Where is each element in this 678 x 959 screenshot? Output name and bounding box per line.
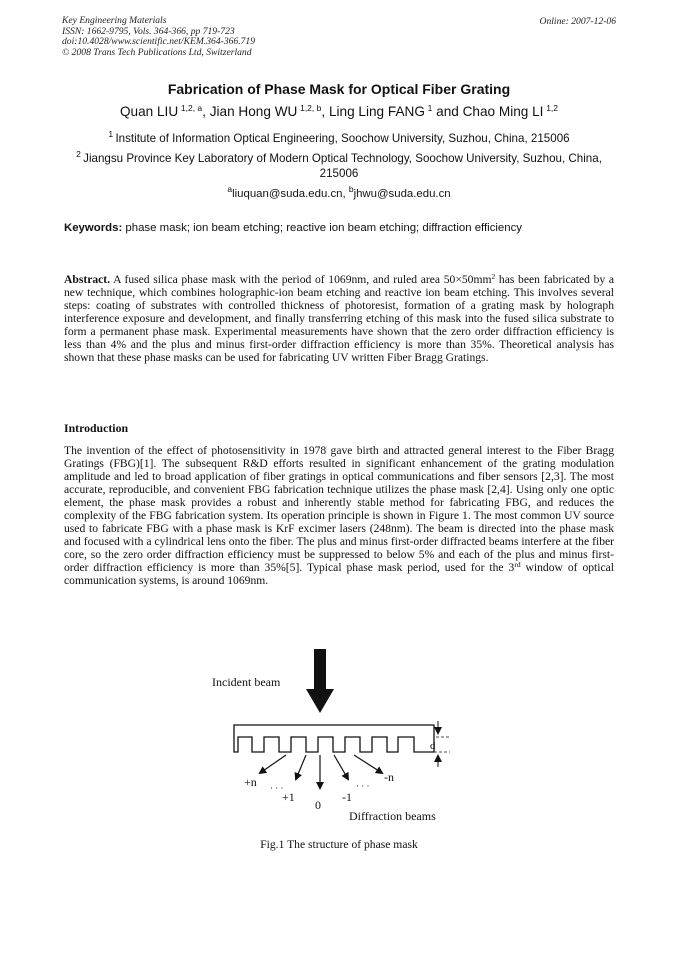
journal-name: Key Engineering Materials [62, 15, 167, 26]
author-sup: 1 [427, 103, 433, 113]
introduction-heading: Introduction [64, 421, 129, 435]
beam-plus-1 [296, 755, 306, 779]
incident-beam-label: Incident beam [212, 675, 281, 689]
email-link[interactable]: liuquan@suda.edu.cn [232, 188, 343, 200]
introduction-paragraph: The invention of the effect of photosensitivity in 1978 gave birth and attracted general interest to the Fiber Bragg Gratings (FBG)[1]. The subsequent R&D efforts resulted in significant enhancement of the grating modulation amplitude and led to broad application of fiber gratings in optical communications and fiber sensors [2,3]. The most accurate, reproducible, and convenient FBG fabrication technique utilizes the phase mask [2,4]. Using only one optic element, the phase mask provides a robust and inherently stable method for fabricating FBG, and reduces the complexity of the FBG fabrication system. Its operation principle is shown in Figure 1. The most common UV source used to fabricate FBG with a phase mask is KrF excimer lasers (248nm). The beam is directed into the phase mask and focused with a cylindrical lens onto the fiber. The plus and minus first-order diffracted beams interfere at the fiber core, so the zero order diffraction efficiency must be suppressed to below 5% and each of the plus and minus first-order diffraction efficiency is more than 35%[5]. Typical phase mask period, used for the 3rd window of optical communication systems, is around 1069nm. [64, 444, 614, 587]
paper-title: Fabrication of Phase Mask for Optical Fiber Grating [167, 81, 511, 97]
author-name: Ling Ling FANG [328, 104, 425, 119]
author-name: Chao Ming LI [462, 104, 544, 119]
phase-mask-figure [200, 645, 490, 830]
beam-minus-n [354, 755, 382, 773]
diffraction-beams-label: Diffraction beams [349, 809, 436, 823]
abstract-paragraph: Abstract. A fused silica phase mask with the period of 1069nm, and ruled area $50\times 50mm^2$ has been fabricated by a new technique, which combines holographic-ion beam etching and reactive ion beam etching. This involves several steps: coating of substrates with controlled thickness of photoresist, formation of a grating mask by holograph interference exposure and development, and finally transferring etching of this mask into the fused silica substrate to form a permanent phase mask. Experimental measurements have shown that the zero order diffraction efficiency is less than 4% and the plus and minus first-order diffraction efficiency is more than 35%. Theoretical analysis has shown that these phase masks can be used for fabricating UV written Fiber Bragg Gratings. [64, 272, 614, 364]
author-sup: 1,2, a [180, 103, 203, 113]
journal-header [62, 16, 255, 58]
order-minus-1: -1 [342, 790, 352, 804]
doi-line: doi:10.4028/www.scientific.net/KEM.364-366.719 [62, 36, 256, 48]
order-zero: 0 [315, 798, 321, 812]
grating-profile [234, 725, 434, 752]
keywords-text: phase mask; ion beam etching; reactive ion beam etching; diffraction efficiency [125, 222, 522, 234]
left-ellipsis: · · · [270, 783, 284, 793]
author-emails: $^a$liuquan@suda.edu.cn, $^b$jhwu@suda.edu.cn [227, 184, 451, 200]
order-plus-n: +n [244, 775, 257, 789]
beam-minus-1 [334, 755, 348, 779]
keywords [64, 222, 624, 234]
author-name: Jian Hong WU [209, 104, 298, 119]
author-sup: 1,2 [546, 103, 559, 113]
order-minus-n: -n [384, 770, 394, 784]
abstract-label: Abstract. [64, 273, 111, 286]
affiliation-1: $^1$ Institute of Information Optical Engineering, Soochow University, Suzhou, China, 215006 [108, 129, 570, 145]
figure-caption: Fig.1 The structure of phase mask [260, 838, 418, 851]
author-list: Quan LIU $^{1,2, a}$, Jian Hong WU $^{1,2, b}$, Ling Ling FANG $^1$ and Chao Ming LI $^{1,2}$ [119, 103, 559, 119]
order-plus-1: +1 [282, 790, 295, 804]
incident-beam-arrow [306, 649, 334, 713]
affiliation-2: $^2$ Jiangsu Province Key Laboratory of Modern Optical Technology, Soochow University, Suzhou, China, 215006 [76, 149, 602, 180]
keywords-label: Keywords: [64, 222, 123, 234]
depth-label: d [430, 740, 436, 752]
issn-line: ISSN: 1662-9795, Vols. 364-366, pp 719-723 [62, 25, 235, 37]
copyright-line: © 2008 Trans Tech Publications Ltd, Switzerland [62, 46, 252, 58]
right-ellipsis: · · · [356, 781, 370, 791]
author-sup: 1,2, b [300, 103, 322, 113]
email-link[interactable]: jhwu@suda.edu.cn [353, 188, 451, 200]
author-name: Quan LIU [119, 104, 179, 119]
beam-plus-n [260, 755, 286, 773]
online-date: Online: 2007-12-06 [539, 16, 616, 27]
